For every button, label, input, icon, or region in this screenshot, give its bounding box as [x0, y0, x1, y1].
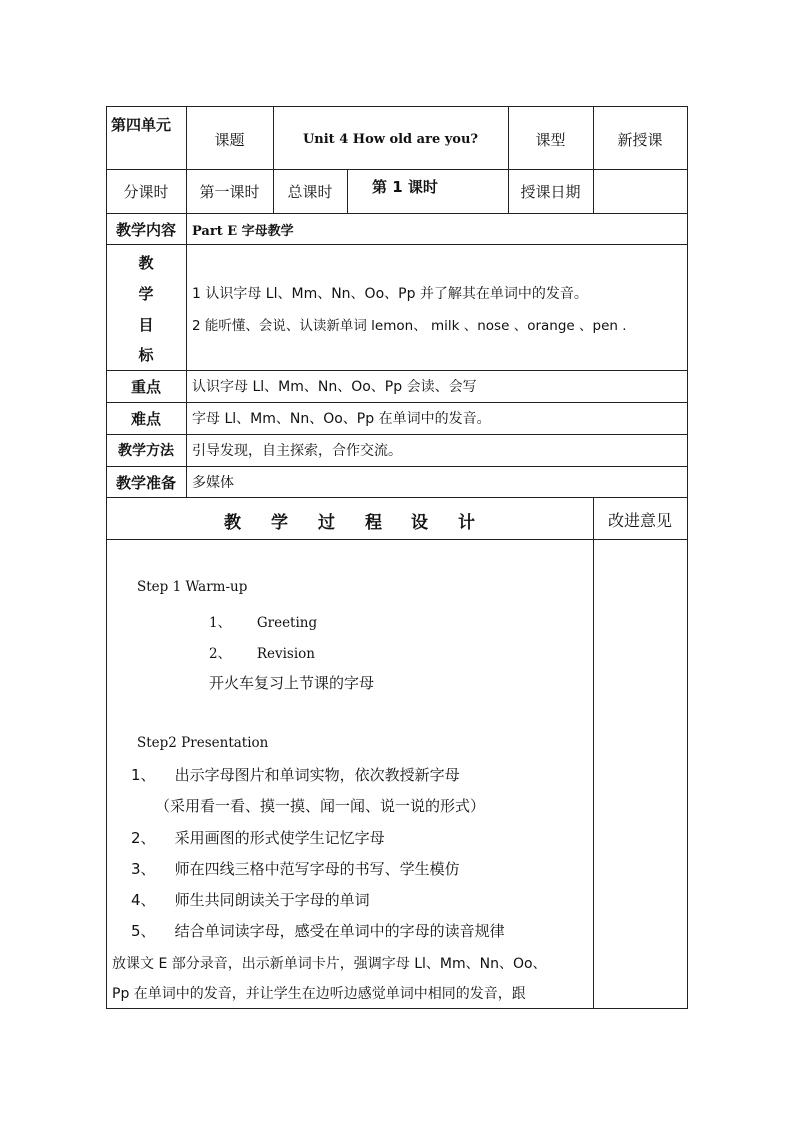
table-border — [593, 497, 594, 1008]
process-title-char: 学 — [271, 513, 288, 533]
table-border — [106, 1008, 688, 1009]
process-line: 1、 出示字母图片和单词实物，依次教授新字母 — [131, 766, 460, 784]
goals-label-char: 教 — [138, 253, 154, 272]
process-title-char: 过 — [318, 513, 335, 533]
content-value: Part E 字母教学 — [192, 223, 294, 239]
process-line: （采用看一看、摸一摸、闻一闻、说一说的形式） — [155, 797, 486, 815]
date-label: 授课日期 — [520, 182, 581, 201]
process-line: 5、 结合单词读字母，感受在单词中的字母的读音规律 — [131, 922, 505, 940]
unit-label: 第四单元 — [111, 115, 172, 134]
process-line: 开火车复习上节课的字母 — [209, 674, 375, 692]
goals-label-char: 标 — [138, 345, 154, 364]
process-title-char: 程 — [365, 513, 382, 533]
table-border — [106, 169, 688, 170]
table-border — [186, 106, 187, 497]
method-value: 引导发现，自主探索，合作交流。 — [192, 443, 402, 459]
goal-line: 1 认识字母 Ll、Mm、Nn、Oo、Pp 并了解其在单词中的发音。 — [192, 286, 588, 302]
process-line: 放课文 E 部分录音，出示新单词卡片，强调字母 Ll、Mm、Nn、Oo、 — [112, 956, 547, 972]
preparation-value: 多媒体 — [192, 475, 234, 491]
date-value — [593, 178, 687, 204]
lesson-type-label: 课型 — [535, 130, 566, 149]
process-line: 3、 师在四线三格中范写字母的书写、学生模仿 — [131, 860, 460, 878]
table-border — [106, 539, 688, 540]
total-hours-value: 第 1 课时 — [372, 177, 438, 196]
section-label: 分课时 — [123, 182, 169, 201]
process-line: Step 1 Warm-up — [137, 579, 248, 595]
lesson-title-label: 课题 — [214, 130, 245, 149]
content-label: 教学内容 — [115, 220, 176, 239]
preparation-label: 教学准备 — [115, 473, 176, 492]
key-point-value: 认识字母 Ll、Mm、Nn、Oo、Pp 会读、会写 — [192, 379, 477, 395]
key-point-label: 重点 — [130, 377, 161, 396]
method-label: 教学方法 — [118, 443, 174, 459]
process-title-char: 教 — [224, 513, 241, 533]
total-hours-label: 总课时 — [287, 182, 333, 201]
process-title-char: 设 — [411, 513, 428, 533]
table-border — [106, 213, 688, 214]
table-border — [347, 169, 348, 213]
process-line: 4、 师生共同朗读关于字母的单词 — [131, 891, 370, 909]
goals-label-char: 学 — [138, 284, 154, 303]
process-line: 1、 Greeting — [209, 615, 318, 631]
difficulty-value: 字母 Ll、Mm、Nn、Oo、Pp 在单词中的发音。 — [192, 411, 491, 427]
table-border — [106, 244, 688, 245]
table-border — [106, 434, 688, 435]
goal-line: 2 能听懂、会说、认读新单词 lemon、 milk 、nose 、orange 、pen . — [192, 318, 627, 334]
difficulty-label: 难点 — [130, 409, 161, 428]
section-value: 第一课时 — [199, 182, 260, 201]
process-line: Step2 Presentation — [137, 735, 269, 751]
table-border — [106, 497, 688, 498]
process-line: 2、 Revision — [209, 646, 316, 662]
table-border — [106, 466, 688, 467]
process-line: 2、 采用画图的形式使学生记忆字母 — [131, 829, 385, 847]
table-border — [687, 106, 688, 1008]
comment-column-label: 改进意见 — [607, 510, 672, 530]
goals-label-char: 目 — [138, 315, 154, 334]
process-title-char: 计 — [458, 513, 475, 533]
table-border — [106, 370, 688, 371]
process-line: Pp 在单词中的发音，并让学生在边听边感觉单词中相同的发音，跟 — [112, 986, 526, 1002]
lesson-title: Unit 4 How old are you? — [302, 131, 479, 147]
table-border — [106, 402, 688, 403]
table-border — [106, 106, 688, 107]
lesson-type-value: 新授课 — [617, 130, 663, 149]
